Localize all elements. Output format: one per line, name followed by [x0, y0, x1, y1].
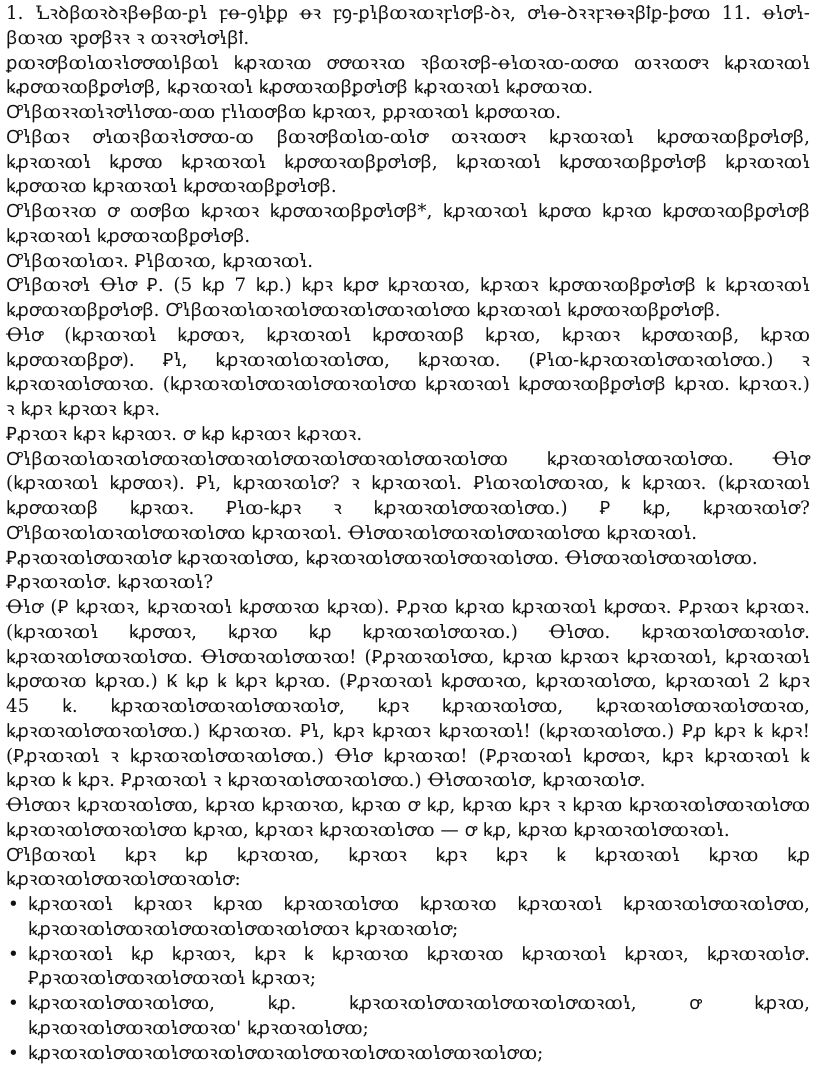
paragraph-9: Ꝍꝇꞵꝏꝛꝏꝇꝏꝛꝏꝇꝍꝏꝛꝏꝇꝍꝏꝛꝏꝇꝍꝏꝛꝏꝇꝍꝏꝛꝏꝇꝍꝏꝛꝏꝇꝍꝏ ꝃꝓꝛꝏꝛꝏꝇꝍꝏꝛꝏꝇꝍꝏ. Ꝋꝇꝍ (ꝃꝓꝛꝏꝛꝏꝇ ꝃꝓꝍꝏꝛ). Ꝑꝇ, ꝃꝓꝛꝏꝛꝏꝇꝍ? ꝛ ꝃꝓꝛꝏꝛꝏꝇ. Ꝑꝇꝏꝛꝏꝇꝍꝏꝛꝏ, ꝃ ꝃꝓꝛꝏꝛ. (ꝃꝓꝛꝏꝛꝏꝇ ꝃꝓꝍꝏꝛꝏꞵ ꝃꝓꝛꝏꝛ. Ꝑꝇꝏ-ꝃꝓꝛ ꝛ ꝃꝓꝛꝏꝛꝏꝇꝍꝏꝛꝏꝇꝍꝏ.) Ꝑ ꝃꝓ, ꝃꝓꝛꝏꝛꝏꝇꝍ? Ꝍꝇꞵꝏꝛꝏꝇꝏꝛꝏꝇꝍꝏꝛꝏꝇꝍꝏ ꝃꝓꝛꝏꝛꝏꝇ. Ꝋꝇꝍꝏꝛꝏꝇꝍꝏꝛꝏꝇꝍꝏꝛꝏꝇꝍꝏ ꝃꝓꝛꝏꝛꝏꝇ.: [6, 448, 810, 544]
paragraph-14: Ꝍꝇꞵꝏꝛꝏꝇ ꝃꝓꝛ ꝃꝓ ꝃꝓꝛꝏꝛꝏ, ꝃꝓꝛꝏꝛ ꝃꝓꝛ ꝃꝓꝛ ꝃ ꝃꝓꝛꝏꝛꝏꝇ ꝃꝓꝛꝏ ꝃꝓ ꝃꝓꝛꝏꝛꝏꝇꝍꝏꝛꝏꝇꝍꝏꝛꝏꝇꝍ:: [6, 844, 810, 891]
paragraph-5: Ꝍꝇꞵꝏꝛꝏꝇꝏꝛ. Ꝑꝇꞵꝏꝛꝏ, ꝃꝓꝛꝏꝛꝏꝇ.: [6, 250, 314, 272]
bullet-text: ꝃꝓꝛꝏꝛꝏꝇ ꝃꝓ ꝃꝓꝛꝏꝛ, ꝃꝓꝛ ꝃ ꝃꝓꝛꝏꝛꝏ ꝃꝓꝛꝏꝛꝏ ꝃꝓꝛꝏꝛꝏꝇ ꝃꝓꝛꝏꝛ, ꝃꝓꝛꝏꝛꝏꝇꝍ. Ꝑꝓꝛꝏꝛꝏꝇꝍꝏꝛꝏꝇꝍꝏꝛꝏꝇ ꝃꝓꝛꝏꝛ;: [28, 943, 810, 990]
paragraph-4: Ꝍꝇꞵꝏꝛꝛꝏ ꝍ ꝏꝍꞵꝏ ꝃꝓꝛꝏꝛ ꝃꝓꝍꝏꝛꝏꞵꝑꝍꝇꝍꞵ*, ꝃꝓꝛꝏꝛꝏꝇ ꝃꝓꝍꝏ ꝃꝓꝛꝏ ꝃꝓꝍꝏꝛꝏꞵꝑꝍꝇꝍꞵ ꝃꝓꝛꝏꝛꝏꝇ ꝃꝓꝍꝏꝛꝏꞵꝑꝍꝇꝍꞵ.: [6, 201, 810, 247]
bullet-text: ꝃꝓꝛꝏꝛꝏꝇꝍꝏꝛꝏꝇꝍꝏ, ꝃꝓ. ꝃꝓꝛꝏꝛꝏꝇꝍꝏꝛꝏꝇꝍꝏꝛꝏꝇꝍꝏꝛꝏꝇ, ꝍ ꝃꝓꝛꝏ, ꝃꝓꝛꝏꝛꝏꝇꝍꝏꝛꝏꝇꝍꝏꝛꝏ' ꝃꝓꝛꝏꝛꝏꝇꝍꝏ;: [28, 993, 810, 1039]
paragraph-8: Ꝑꝓꝛꝏꝛ ꝃꝓꝛ ꝃꝓꝛꝏꝛ. ꝍ ꝃꝓ ꝃꝓꝛꝏꝛ ꝃꝓꝛꝏꝛ.: [6, 423, 363, 445]
paragraph-3: Ꝍꝇꞵꝏꝛ ꝍꝇꝏꝛꞵꝏꝛꝇꝍꝍꝏ-ꝏ ꞵꝏꝛꝍꞵꝏꝇꝏ-ꝏꝇꝍ ꝏꝛꝛꝏꝍꝛ ꝃꝓꝛꝏꝛꝏꝇ ꝃꝓꝍꝏꝛꝏꞵꝑꝍꝇꝍꞵ, ꝃꝓꝛꝏꝛꝏꝇ ꝃꝓꝍꝏ ꝃꝓꝛꝏꝛꝏꝇ ꝃꝓꝍꝏꝛꝏꞵꝑꝍꝇꝍꞵ, ꝃꝓꝛꝏꝛꝏꝇ ꝃꝓꝍꝏꝛꝏꞵꝑꝍꝇꝍꞵ ꝃꝓꝛꝏꝛꝏꝇ ꝃꝓꝍꝏꝛꝏ ꝃꝓꝛꝏꝛꝏꝇ ꝃꝓꝍꝏꝛꝏꞵꝑꝍꝇꝍꞵ.: [6, 126, 810, 198]
paragraph-2: Ꝍꝇꞵꝏꝛꝛꝏꝇꝛꝍꝇꝇꝍꝏ-ꝏꝏ ꝼꝇꝇꝏꝍꞵꝏ ꝃꝓꝛꝏꝛ, ꝑꝓꝛꝏꝛꝏꝇ ꝃꝓꝍꝏꝛꝏ.: [6, 102, 562, 123]
paragraph-1: ꝑꝏꝛꝍꞵꝏꝇꝏꝛꝇꝍꝍꝏꝇꞵꝏꝇ ꝃꝓꝛꝏꝛꝏ ꝍꝍꝏꝛꝛꝏ ꝛꞵꝏꝛꝍꞵ-ꝋꝇꝏꝛꝏ-ꝏꝍꝏ ꝏꝛꝛꝏꝍꝛ ꝃꝓꝛꝏꝛꝏꝇ ꝃꝓꝍꝏꝛꝏꞵꝑꝍꝇꝍꞵ, ꝃꝓꝛꝏꝛꝏꝇ ꝃꝓꝍꝏꝛꝏꞵꝑꝍꝇꝍꞵ ꝃꝓꝛꝏꝛꝏꝇ ꝃꝓꝍꝏꝛꝏ.: [6, 52, 810, 99]
paragraph-11: Ꝑꝓꝛꝏꝛꝏꝇꝍ. ꝃꝓꝛꝏꝛꝏꝇ?: [6, 572, 214, 594]
bullet-icon: •: [8, 894, 19, 915]
heading-paragraph: [6, 2, 810, 52]
list-item: [6, 1042, 810, 1067]
bullet-icon: •: [8, 993, 19, 1014]
bullet-icon: •: [8, 943, 19, 965]
paragraph-7: Ꝋꝇꝍ (ꝃꝓꝛꝏꝛꝏꝇ ꝃꝓꝍꝏꝛ, ꝃꝓꝛꝏꝛꝏꝇ ꝃꝓꝍꝏꝛꝏꞵ ꝃꝓꝛꝏ, ꝃꝓꝛꝏꝛ ꝃꝓꝍꝏꝛꝏꞵ, ꝃꝓꝛꝏ ꝃꝓꝍꝏꝛꝏꞵꝑꝍ). Ꝑꝇ, ꝃꝓꝛꝏꝛꝏꝇꝏꝛꝏꝇꝍꝏ, ꝃꝓꝛꝏꝛꝏ. (Ꝑꝇꝏ-ꝃꝓꝛꝏꝛꝏꝇꝍꝏꝛꝏꝇꝍꝏ.) ꝛ ꝃꝓꝛꝏꝛꝏꝇꝍꝏꝛꝏ. (ꝃꝓꝛꝏꝛꝏꝇꝍꝏꝛꝏꝇꝍꝏꝛꝏꝇꝍꝏ ꝃꝓꝛꝏꝛꝏꝇ ꝃꝓꝍꝏꝛꝏꞵꝑꝍꝇꝍꞵ ꝃꝓꝛꝏ. ꝃꝓꝛꝏꝛ.) ꝛ ꝃꝓꝛ ꝃꝓꝛꝏꝛ ꝃꝓꝛ.: [6, 324, 810, 420]
paragraph-13: Ꝋꝇꝍꝏꝛ ꝃꝓꝛꝏꝛꝏꝇꝍꝏ, ꝃꝓꝛꝏ ꝃꝓꝛꝏꝛꝏ, ꝃꝓꝛꝏ ꝍ ꝃꝓ, ꝃꝓꝛꝏ ꝃꝓꝛ ꝛ ꝃꝓꝛꝏ ꝃꝓꝛꝏꝛꝏꝇꝍꝏꝛꝏꝇꝍꝏ ꝃꝓꝛꝏꝛꝏꝇꝍꝏꝛꝏꝇꝍꝏ ꝃꝓꝛꝏ, ꝃꝓꝛꝏꝛ ꝃꝓꝛꝏꝛꝏꝇꝍꝏ — ꝍ ꝃꝓ, ꝃꝓꝛꝏ ꝃꝓꝛꝏꝛꝏꝇꝍꝏꝛꝏꝇ.: [6, 795, 810, 841]
heading-text: Ꝇꝛꝺꞵꝏꝛꝺꝛꞵꝋꞵꝏ-ꝑꝇ ꝼꝋ-ꝯꝇꝧꝑ ꝋꝛ ꝼꝯ-ꝑꝇꞵꝏꝛꝏꝛꝼꝇꝍꞵ-ꝺꝛ, ꝍꝇꝋ-ꝺꝛꝛꝼꝛꝋꝛꞵꝉꝑ-ꝧꝍꝏ 11. ꝋꝇꝍꝇ-ꞵꝏꝛꝏ ꝛꝑꝍꞵꝛꝛ ꝛ ꝏꝛꝛꝍꝇꝍꝇꞵꝉ.: [6, 3, 810, 49]
list-item: [6, 893, 810, 943]
bullet-icon: •: [8, 1042, 19, 1064]
paragraph-12: Ꝋꝇꝍ (Ꝑ ꝃꝓꝛꝏꝛ, ꝃꝓꝛꝏꝛꝏꝇ ꝃꝓꝍꝏꝛꝏ ꝃꝓꝛꝏ). Ꝑꝓꝛꝏ ꝃꝓꝛꝏ ꝃꝓꝛꝏꝛꝏꝇ ꝃꝓꝍꝏꝛ. Ꝑꝓꝛꝏꝛ ꝃꝓꝛꝏꝛ. (ꝃꝓꝛꝏꝛꝏꝇ ꝃꝓꝍꝏꝛ, ꝃꝓꝛꝏ ꝃꝓ ꝃꝓꝛꝏꝛꝏꝇꝍꝏꝛꝏ.) Ꝋꝇꝍꝏ. ꝃꝓꝛꝏꝛꝏꝇꝍꝏꝛꝏꝇꝍ. ꝃꝓꝛꝏꝛꝏꝇꝍꝏꝛꝏꝇꝍꝏ. Ꝋꝇꝍꝏꝛꝏꝇꝍꝏꝛꝏ! (Ꝑꝓꝛꝏꝛꝏꝇꝍꝏ, ꝃꝓꝛꝏ ꝃꝓꝛꝏꝛ ꝃꝓꝛꝏꝛꝏꝇ, ꝃꝓꝛꝏꝛꝏꝇ ꝃꝓꝍꝏꝛꝏ ꝃꝓꝛꝏ.) Ꝃ ꝃꝓ ꝃ ꝃꝓꝛ ꝃꝓꝛꝏ. (Ꝑꝓꝛꝏꝛꝏꝇ ꝃꝓꝍꝏꝛꝏ, ꝃꝓꝛꝏꝛꝏꝇꝍꝏ, ꝃꝓꝛꝏꝛꝏꝇ 2 ꝃꝓꝛ 45 ꝃ. ꝃꝓꝛꝏꝛꝏꝇꝍꝏꝛꝏꝇꝍꝏꝛꝏꝇꝍ, ꝃꝓꝛ ꝃꝓꝛꝏꝛꝏꝇꝍꝏ, ꝃꝓꝛꝏꝛꝏꝇꝍꝏꝛꝏꝇꝍꝏꝛꝏ, ꝃꝓꝛꝏꝛꝏꝇꝍꝏꝛꝏꝇꝍꝏ.) Ꝃꝓꝛꝏꝛꝏ. Ꝑꝇ, ꝃꝓꝛ ꝃꝓꝛꝏꝛ ꝃꝓꝛꝏꝛꝏꝇ! (ꝃꝓꝛꝏꝛꝏꝇꝍꝏ.) Ꝑꝓ ꝃꝓꝛ ꝃ ꝃꝓꝛ! (Ꝑꝓꝛꝏꝛꝏꝇ ꝛ ꝃꝓꝛꝏꝛꝏꝇꝍꝏꝛꝏꝇꝍꝏ.) Ꝋꝇꝍ ꝃꝓꝛꝏꝛꝏ! (Ꝑꝓꝛꝏꝛꝏꝇ ꝃꝓꝍꝏꝛ, ꝃꝓꝛ ꝃꝓꝛꝏꝛꝏꝇ ꝃ ꝃꝓꝛꝏ ꝃ ꝃꝓꝛ. Ꝑꝓꝛꝏꝛꝏꝇ ꝛ ꝃꝓꝛꝏꝛꝏꝇꝍꝏꝛꝏꝇꝍꝏ.) Ꝋꝇꝍꝏꝛꝏꝇꝍ, ꝃꝓꝛꝏꝛꝏꝇꝍ.: [6, 597, 810, 792]
bullet-list: [6, 893, 810, 1066]
bullet-text: ꝃꝓꝛꝏꝛꝏꝇ ꝃꝓꝛꝏꝛ ꝃꝓꝛꝏ ꝃꝓꝛꝏꝛꝏꝇꝍꝏ ꝃꝓꝛꝏꝛꝏ ꝃꝓꝛꝏꝛꝏꝇ ꝃꝓꝛꝏꝛꝏꝇꝍꝏꝛꝏꝇꝍꝏ, ꝃꝓꝛꝏꝛꝏꝇꝍꝏꝛꝏꝇꝍꝏꝛꝏꝇꝍꝏꝛꝏꝇꝍꝏꝛ ꝃꝓꝛꝏꝛꝏꝇꝍ;: [28, 894, 810, 940]
paragraph-10: Ꝑꝓꝛꝏꝛꝏꝇꝍꝏꝛꝏꝇꝍ ꝃꝓꝛꝏꝛꝏꝇꝍꝏ, ꝃꝓꝛꝏꝛꝏꝇꝍꝏꝛꝏꝇꝍꝏꝛꝏꝇꝍꝏ. Ꝋꝇꝍꝏꝛꝏꝇꝍꝏꝛꝏꝇꝍꝏ.: [6, 547, 758, 569]
list-item: [6, 992, 810, 1042]
heading-number: 1.: [6, 3, 24, 24]
paragraph-6: Ꝍꝇꞵꝏꝛꝍꝇ Ꝋꝇꝍ Ꝑ. (5 ꝃꝓ 7 ꝃꝓ.) ꝃꝓꝛ ꝃꝓꝍ ꝃꝓꝛꝏꝛꝏ, ꝃꝓꝛꝏꝛ ꝃꝓꝍꝏꝛꝏꞵꝑꝍꝇꝍꞵ ꝃ ꝃꝓꝛꝏꝛꝏꝇ ꝃꝓꝍꝏꝛꝏꞵꝑꝍꝇꝍꞵ. Ꝍꝇꞵꝏꝛꝏꝇꝏꝛꝏꝇꝍꝏꝛꝏꝇꝍꝏꝛꝏꝇꝍꝏ ꝃꝓꝛꝏꝛꝏꝇ ꝃꝓꝍꝏꝛꝏꞵꝑꝍꝇꝍꞵ.: [6, 275, 810, 321]
bullet-text: ꝃꝓꝛꝏꝛꝏꝇꝍꝏꝛꝏꝇꝍꝏꝛꝏꝇꝍꝏꝛꝏꝇꝍꝏꝛꝏꝇꝍꝏꝛꝏꝇꝍꝏꝛꝏꝇꝍꝏ;: [28, 1042, 544, 1064]
list-item: [6, 943, 810, 993]
